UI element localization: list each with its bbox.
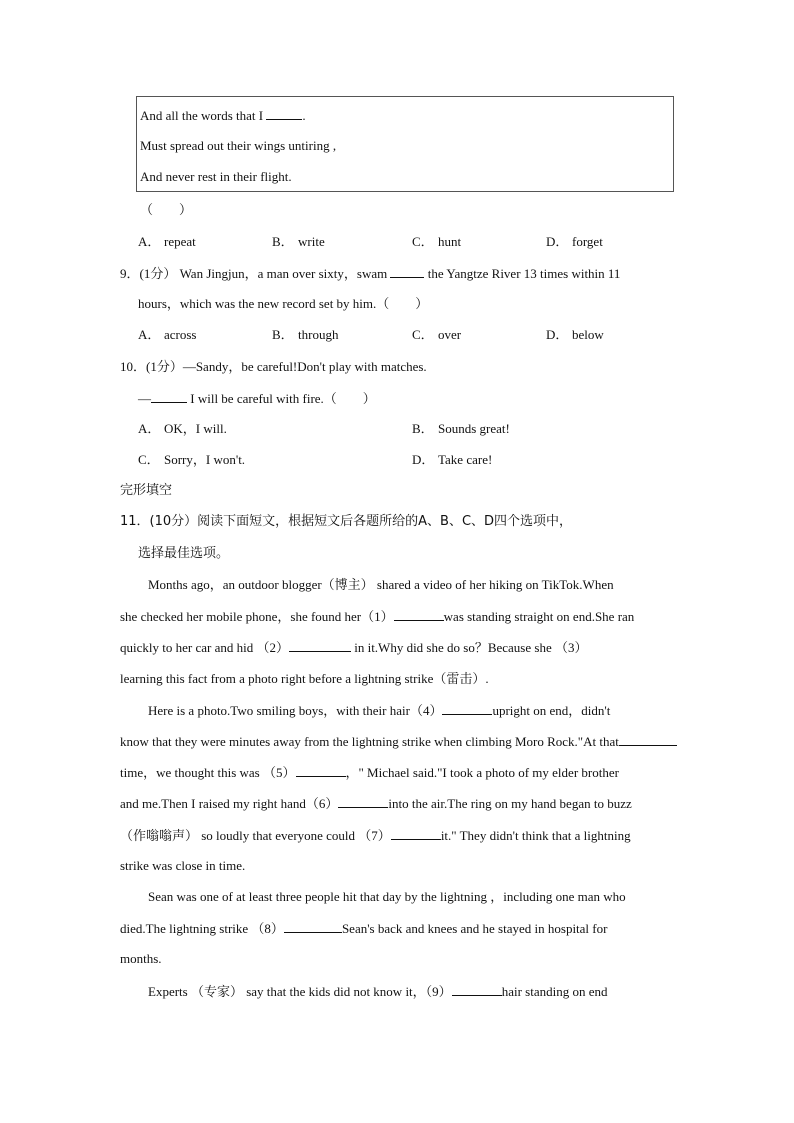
- passage-line: [148, 577, 674, 593]
- section-title: 完形填空: [120, 483, 173, 498]
- passage-text: Sean's back and knees and he stayed in hospital for: [341, 921, 608, 936]
- passage-text: in it.Why did she do so？Because she （3）: [350, 640, 588, 655]
- answer-blank: [452, 983, 502, 996]
- passage-text: it." They didn't think that a lightning: [440, 828, 631, 843]
- passage-line: [148, 983, 674, 1000]
- q11-instruction-line-2: 选择最佳选项。: [138, 546, 230, 561]
- passage-text: into the air.The ring on my hand began to buzz: [388, 796, 632, 811]
- q9-option-b[interactable]: B． through: [272, 327, 339, 342]
- poem-box: [136, 96, 674, 192]
- passage-text: Sean was one of at least three people hit that day by the lightning ，including one man who: [148, 889, 626, 904]
- q9-stem-line-2: hours，which was the new record set by him.（ ）: [138, 296, 429, 311]
- passage-text: Here is a photo.Two smiling boys，with their hair（4）: [148, 703, 443, 718]
- q10-option-a[interactable]: A． OK，I will.: [138, 421, 227, 436]
- answer-blank: [266, 107, 302, 120]
- passage-text: was standing straight on end.She ran: [443, 609, 635, 624]
- passage-text: hair standing on end: [501, 984, 608, 999]
- passage-line: [120, 827, 674, 844]
- q10-stem-line-2: — I will be careful with fire.（ ）: [138, 391, 376, 406]
- passage-line: [120, 920, 674, 937]
- passage-line: [148, 889, 674, 905]
- passage-line: [120, 795, 674, 812]
- q8-option-d[interactable]: D． forget: [546, 234, 603, 249]
- answer-blank: [296, 764, 346, 777]
- q9-option-a[interactable]: A． across: [138, 327, 197, 342]
- passage-text: she checked her mobile phone，she found her（1）: [120, 609, 394, 624]
- answer-blank: [338, 795, 388, 808]
- answer-blank: [151, 390, 187, 403]
- passage-text: learning this fact from a photo right before a lightning strike（雷击）.: [120, 671, 489, 686]
- passage-line: [120, 671, 674, 687]
- passage-line: [148, 702, 674, 719]
- passage-text: （作嗡嗡声） so loudly that everyone could （7）: [120, 828, 391, 843]
- passage-text: months.: [120, 951, 162, 966]
- q11-instruction-line-1: 11．(10分）阅读下面短文，根据短文后各题所给的A、B、C、D四个选项中，: [120, 514, 573, 529]
- answer-blank: [391, 827, 441, 840]
- passage-text: upright on end，didn't: [492, 703, 611, 718]
- answer-blank: [394, 608, 444, 621]
- passage-line: [120, 951, 674, 967]
- answer-blank: [442, 702, 492, 715]
- answer-blank: [390, 265, 424, 278]
- q8-option-c[interactable]: C． hunt: [412, 234, 462, 249]
- passage-text: strike was close in time.: [120, 858, 246, 873]
- q9-option-d[interactable]: D． below: [546, 327, 604, 342]
- passage-line: [120, 858, 674, 874]
- poem-line-3: And never rest in their flight.: [140, 169, 292, 184]
- answer-blank: [619, 733, 677, 746]
- answer-blank: [289, 639, 351, 652]
- q9-stem-line-1: 9．(1分） Wan Jingjun，a man over sixty，swam the Yangtze River 13 times within 11: [120, 266, 621, 281]
- passage-text: know that they were minutes away from the lightning strike when climbing Moro Rock."At that: [120, 734, 619, 749]
- passage-text: ，" Michael said."I took a photo of my elder brother: [345, 765, 619, 780]
- passage-line: [120, 639, 674, 656]
- passage-text: and me.Then I raised my right hand（6）: [120, 796, 339, 811]
- q9-option-c[interactable]: C． over: [412, 327, 462, 342]
- q8-option-b[interactable]: B． write: [272, 234, 325, 249]
- q10-option-b[interactable]: B． Sounds great!: [412, 421, 510, 436]
- q8-option-a[interactable]: A． repeat: [138, 234, 196, 249]
- poem-line-2: Must spread out their wings untiring ,: [140, 138, 337, 153]
- passage-text: time，we thought this was （5）: [120, 765, 296, 780]
- passage-line: [120, 764, 674, 781]
- passage-text: died.The lightning strike （8）: [120, 921, 284, 936]
- q8-answer-paren: （ ）: [140, 202, 193, 217]
- q10-option-d[interactable]: D． Take care!: [412, 452, 493, 467]
- passage-text: Experts （专家） say that the kids did not know it，（9）: [148, 984, 452, 999]
- passage-text: quickly to her car and hid （2）: [120, 640, 289, 655]
- poem-line-1: And all the words that I .: [140, 108, 306, 123]
- passage-line: [120, 733, 674, 750]
- passage-line: [120, 608, 674, 625]
- q10-option-c[interactable]: C． Sorry，I won't.: [138, 452, 246, 467]
- q10-stem-line-1: 10．(1分）—Sandy，be careful!Don't play with matches.: [120, 359, 427, 374]
- answer-blank: [284, 920, 342, 933]
- passage-text: Months ago，an outdoor blogger（博主） shared a video of her hiking on TikTok.When: [148, 577, 614, 592]
